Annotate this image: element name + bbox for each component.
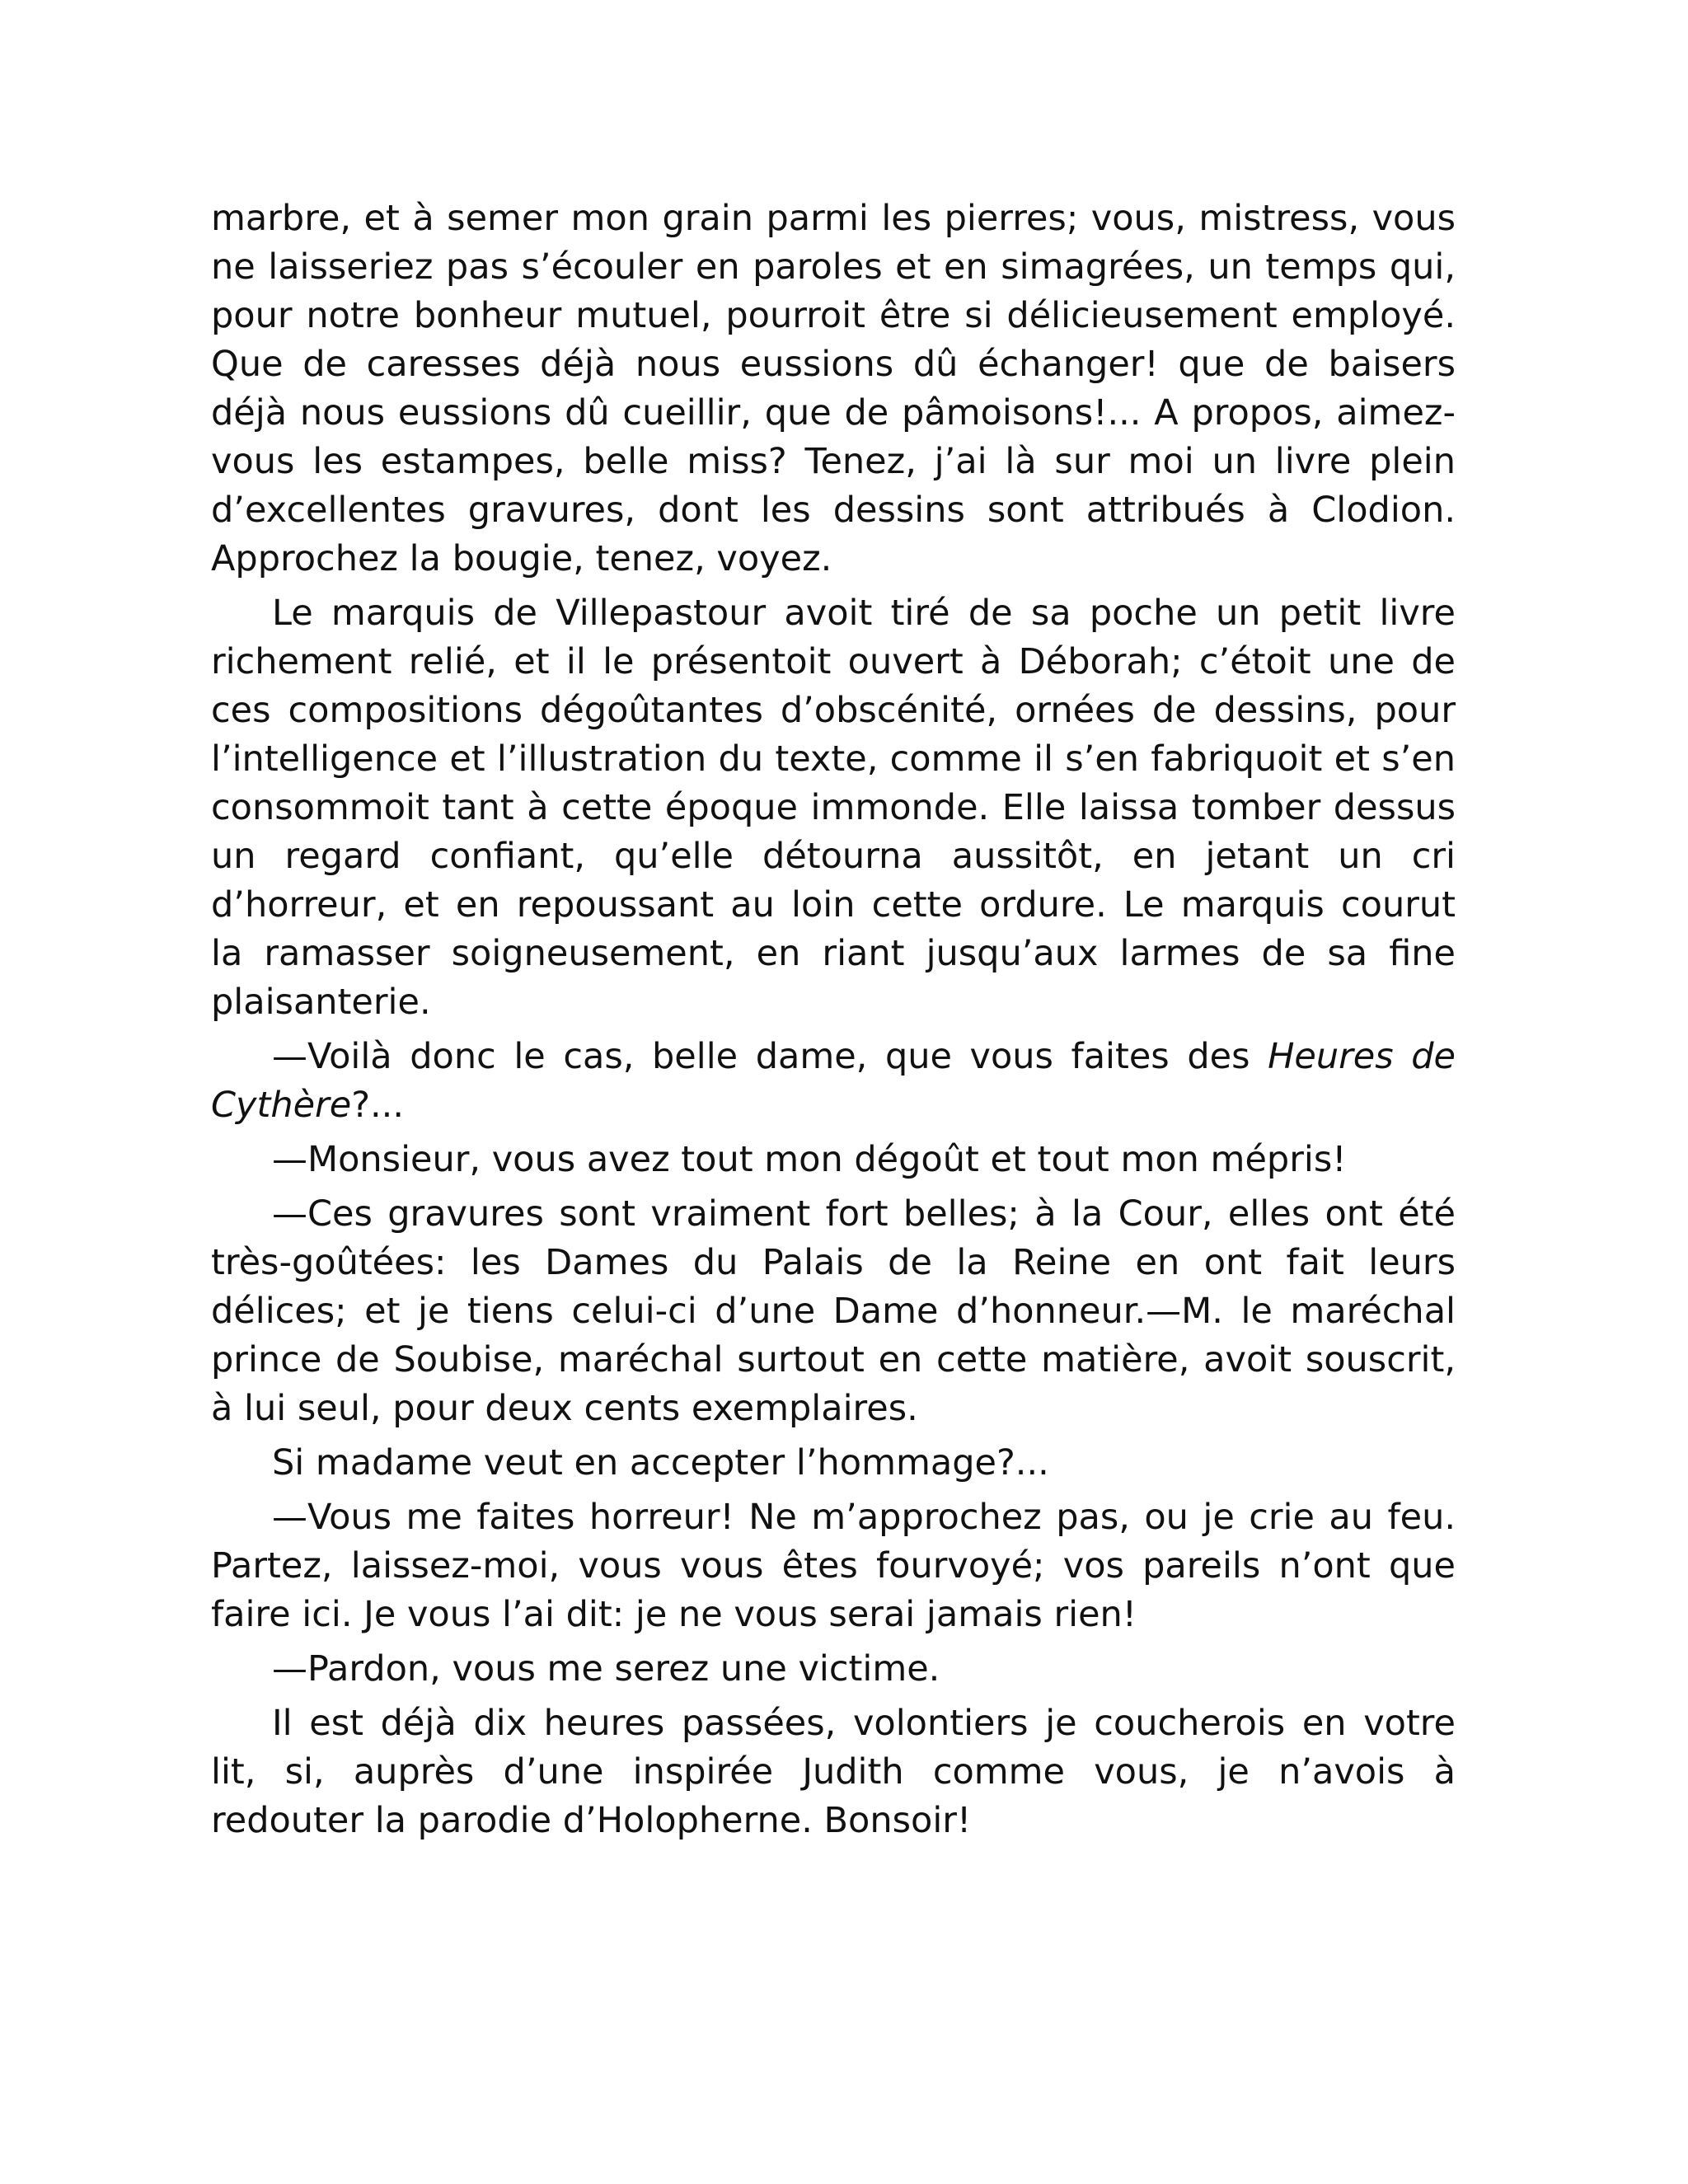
text-line: marbre, et à semer mon grain parmi les pierres; vous, mistress, vous bbox=[211, 198, 1456, 239]
paragraph bbox=[211, 1190, 1456, 1433]
text-line bbox=[211, 1033, 1456, 1081]
text-line: Partez, laissez-moi, vous vous êtes fourvoyé; vos pareils n’ont que bbox=[211, 1545, 1456, 1586]
text-line: Le marquis de Villepastour avoit tiré de sa poche un petit livre bbox=[272, 593, 1456, 634]
text-line: délices; et je tiens celui-ci d’une Dame d’honneur.—M. le maréchal bbox=[211, 1291, 1456, 1332]
book-title: Heures de bbox=[1268, 1036, 1456, 1077]
text-line: l’intelligence et l’illustration du texte, comme il s’en fabriquoit et s’en bbox=[211, 738, 1456, 780]
dialogue-text: —Voilà donc le cas, belle dame, que vous faites des bbox=[272, 1036, 1268, 1077]
text-line: d’horreur, et en repoussant au loin cette ordure. Le marquis courut bbox=[211, 884, 1456, 926]
paragraph bbox=[211, 1493, 1456, 1639]
text-line: —Vous me faites horreur! Ne m’approchez pas, ou je crie au feu. bbox=[272, 1497, 1456, 1538]
paragraph bbox=[211, 1645, 1456, 1694]
text-line: faire ici. Je vous l’ai dit: je ne vous serai jamais rien! bbox=[211, 1594, 1137, 1635]
text-line: vous les estampes, belle miss? Tenez, j’ai là sur moi un livre plein bbox=[211, 441, 1456, 482]
text-line: consommoit tant à cette époque immonde. Elle laissa tomber dessus bbox=[211, 787, 1456, 828]
text-line: Si madame veut en accepter l’hommage?... bbox=[272, 1442, 1049, 1483]
text-line: richement relié, et il le présentoit ouvert à Déborah; c’étoit une de bbox=[211, 641, 1456, 682]
text-line: —Ces gravures sont vraiment fort belles; à la Cour, elles ont été bbox=[272, 1193, 1456, 1235]
text-line: redouter la parodie d’Holopherne. Bonsoir! bbox=[211, 1800, 972, 1841]
text-line: à lui seul, pour deux cents exemplaires. bbox=[211, 1388, 918, 1429]
book-title: Cythère bbox=[211, 1085, 352, 1126]
text-line: d’excellentes gravures, dont les dessins sont attribués à Clodion. bbox=[211, 490, 1456, 531]
text-line: lit, si, auprès d’une inspirée Judith comme vous, je n’avois à bbox=[211, 1751, 1456, 1793]
text-line: Que de caresses déjà nous eussions dû échanger! que de baisers bbox=[211, 344, 1456, 385]
text-line: la ramasser soigneusement, en riant jusqu’aux larmes de sa fine bbox=[211, 933, 1456, 974]
paragraph bbox=[211, 194, 1456, 583]
text-line: ces compositions dégoûtantes d’obscénité, ornées de dessins, pour bbox=[211, 690, 1456, 731]
text-line: Approchez la bougie, tenez, voyez. bbox=[211, 538, 832, 579]
paragraph bbox=[211, 1699, 1456, 1845]
text-line: très-goûtées: les Dames du Palais de la Reine en ont fait leurs bbox=[211, 1242, 1456, 1283]
body-text bbox=[211, 194, 1456, 1851]
paragraph bbox=[211, 1439, 1456, 1488]
text-line: plaisanterie. bbox=[211, 982, 431, 1023]
text-line bbox=[211, 1081, 1456, 1130]
text-line: un regard confiant, qu’elle détourna aussitôt, en jetant un cri bbox=[211, 836, 1456, 877]
text-line: —Monsieur, vous avez tout mon dégoût et tout mon mépris! bbox=[272, 1139, 1347, 1180]
text-line: ne laisseriez pas s’écouler en paroles et en simagrées, un temps qui, bbox=[211, 246, 1456, 288]
dialogue-text: ?... bbox=[351, 1085, 405, 1126]
paragraph bbox=[211, 1033, 1456, 1130]
paragraph bbox=[211, 1136, 1456, 1184]
text-line: Il est déjà dix heures passées, volontiers je coucherois en votre bbox=[272, 1703, 1456, 1744]
text-line: prince de Soubise, maréchal surtout en cette matière, avoit souscrit, bbox=[211, 1339, 1456, 1380]
paragraph bbox=[211, 589, 1456, 1027]
text-line: —Pardon, vous me serez une victime. bbox=[272, 1648, 940, 1690]
text-line: déjà nous eussions dû cueillir, que de pâmoisons!... A propos, aimez- bbox=[211, 392, 1456, 434]
text-line: pour notre bonheur mutuel, pourroit être si délicieusement employé. bbox=[211, 295, 1456, 336]
